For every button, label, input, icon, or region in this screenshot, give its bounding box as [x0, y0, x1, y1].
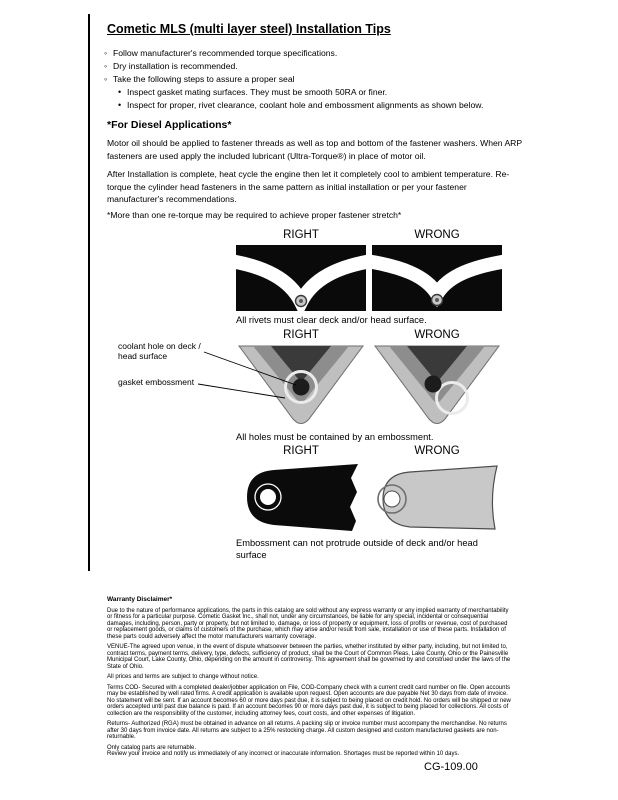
rivet-clearance-right-illustration [236, 245, 366, 311]
coolant-hole-icon [293, 379, 310, 396]
legal-paragraph: All prices and terms are subject to change without notice. [107, 674, 259, 680]
row1-labels [236, 229, 502, 241]
row2-diagrams [236, 343, 502, 430]
rivet-center [299, 299, 303, 303]
bolt-hole-icon [384, 491, 400, 507]
gasket-embossment-annotation: gasket embossment [118, 377, 195, 387]
coolant-hole-annotation: coolant hole on deck / head surface [118, 341, 201, 361]
row1-caption: All rivets must clear deck and/or head surface. [236, 315, 427, 325]
bolt-hole-icon [260, 489, 276, 505]
diesel-applications-heading: *For Diesel Applications* [107, 119, 232, 131]
row2-labels [236, 329, 502, 341]
list-item: ◦ Dry installation is recommended. [104, 60, 549, 73]
row3-caption: Embossment can not protrude outside of deck and/or head surface [236, 538, 478, 560]
page-title: Cometic MLS (multi layer steel) Installation Tips [107, 22, 391, 36]
right-label: RIGHT [283, 445, 319, 457]
list-item: • Inspect for proper, rivet clearance, coolant hole and embossment alignments as shown below. [118, 99, 553, 112]
list-item: • Inspect gasket mating surfaces. They must be smooth 50RA or finer. [118, 86, 553, 99]
legal-paragraph: Terms COD- Secured with a completed dealer/jobber application on File, COD-Company check with a current credit card number on file. Open accounts may be established by well rated firms. A credit application is available upon request. Open accounts are due payable Net 30 days from date of invoice. No statement will be sent. If an account becomes 60 or more days past due, it is subject to being placed on credit hold. No orders will be shipped or new orders accepted until past due balance is paid. If an account becomes 90 or more days past due, it is subject to being placed for collections. All costs of collection are the responsibility of the customer, including attorney fees, court costs, and other expenses of litigation. [107, 684, 511, 717]
list-item: ◦ Take the following steps to assure a proper seal [104, 73, 549, 86]
document-code: CG-109.00 [424, 761, 478, 773]
coolant-hole-right-illustration [236, 343, 366, 430]
legal-section [107, 597, 513, 762]
row2-caption: All holes must be contained by an embossment. [236, 432, 434, 442]
rivet-clearance-wrong-illustration [372, 245, 502, 311]
embossment-right-illustration [236, 459, 366, 535]
rivet-center [435, 298, 439, 302]
retorque-note: *More than one re-torque may be required to achieve proper fastener stretch* [107, 210, 402, 220]
diesel-paragraph-1: Motor oil should be applied to fastener threads as well as top and bottom of the fastener washers. When ARP fasteners are used apply the included lubricant (Ultra-Torque®) in place of motor oil. [107, 138, 522, 161]
legal-paragraph: Review your invoice and notify us immediately of any incorrect or inaccurate information. Shortages must be reported within 10 days. [107, 751, 460, 757]
coolant-hole-icon [425, 376, 442, 393]
row3-diagrams [236, 459, 502, 535]
legal-paragraph: VENUE-The agreed upon venue, in the event of dispute whatsoever between the parties, whether instituted by either party, including, but not limited to, contract terms, payment terms, delivery, type, defects, sufficiency of product, shall be the Court of Common Pleas, Lake County, Ohio or the Painesville Municipal Court, Lake County, Ohio, depending on the amount in controversy. This agreement shall be governed by and construed under the laws of the State of Ohio. [107, 644, 511, 670]
list-item: ◦ Follow manufacturer's recommended torque specifications. [104, 47, 549, 60]
row1-diagrams [236, 245, 502, 311]
row3-labels [236, 445, 502, 457]
legal-paragraph: Returns- Authorized (RGA) must be obtained in advance on all returns. A packing slip or invoice number must accompany the merchandise. No returns after 30 days from invoice date. All returns are subject to a 25% restocking charge. All custom designed and custom manufactured gaskets are non-returnable. [107, 721, 507, 740]
diesel-paragraph-2: After Installation is complete, heat cycle the engine then let it completely cool to ambient temperature. Re-torque the cylinder head fasteners in the same pattern as initial installation or per your fastener manufacturer's recommendations. [107, 169, 510, 204]
legal-paragraph: Only catalog parts are returnable. [107, 744, 197, 751]
warranty-disclaimer-heading: Warranty Disclaimer* [107, 596, 173, 603]
right-label: RIGHT [283, 229, 319, 241]
embossment-wrong-illustration [372, 459, 502, 535]
wrong-label: WRONG [414, 329, 460, 341]
installation-tips-list [104, 47, 549, 86]
coolant-hole-wrong-illustration [372, 343, 502, 430]
legal-paragraph: Due to the nature of performance applications, the parts in this catalog are sold without any express warranty or any implied warranty of merchantability or fitness for a particular purpose. Cometic Gasket Inc., shall not, under any circumstances, be liable for any special, incidental or consequential damages, including, person, party or property, but not limited to, damage, or loss of property or equipment, loss of profits or revenue, cost of purchased or replacement goods, or claims of customers of the purchase, which may arise and/or result from sale, installation or use of these parts. Installation of these parts could adversely affect the motor manufacturers warranty coverage. [107, 607, 509, 640]
wrong-label: WRONG [414, 445, 460, 457]
right-label: RIGHT [283, 329, 319, 341]
wrong-label: WRONG [414, 229, 460, 241]
installation-subtips-list [118, 86, 553, 112]
left-margin-rule [88, 14, 90, 571]
